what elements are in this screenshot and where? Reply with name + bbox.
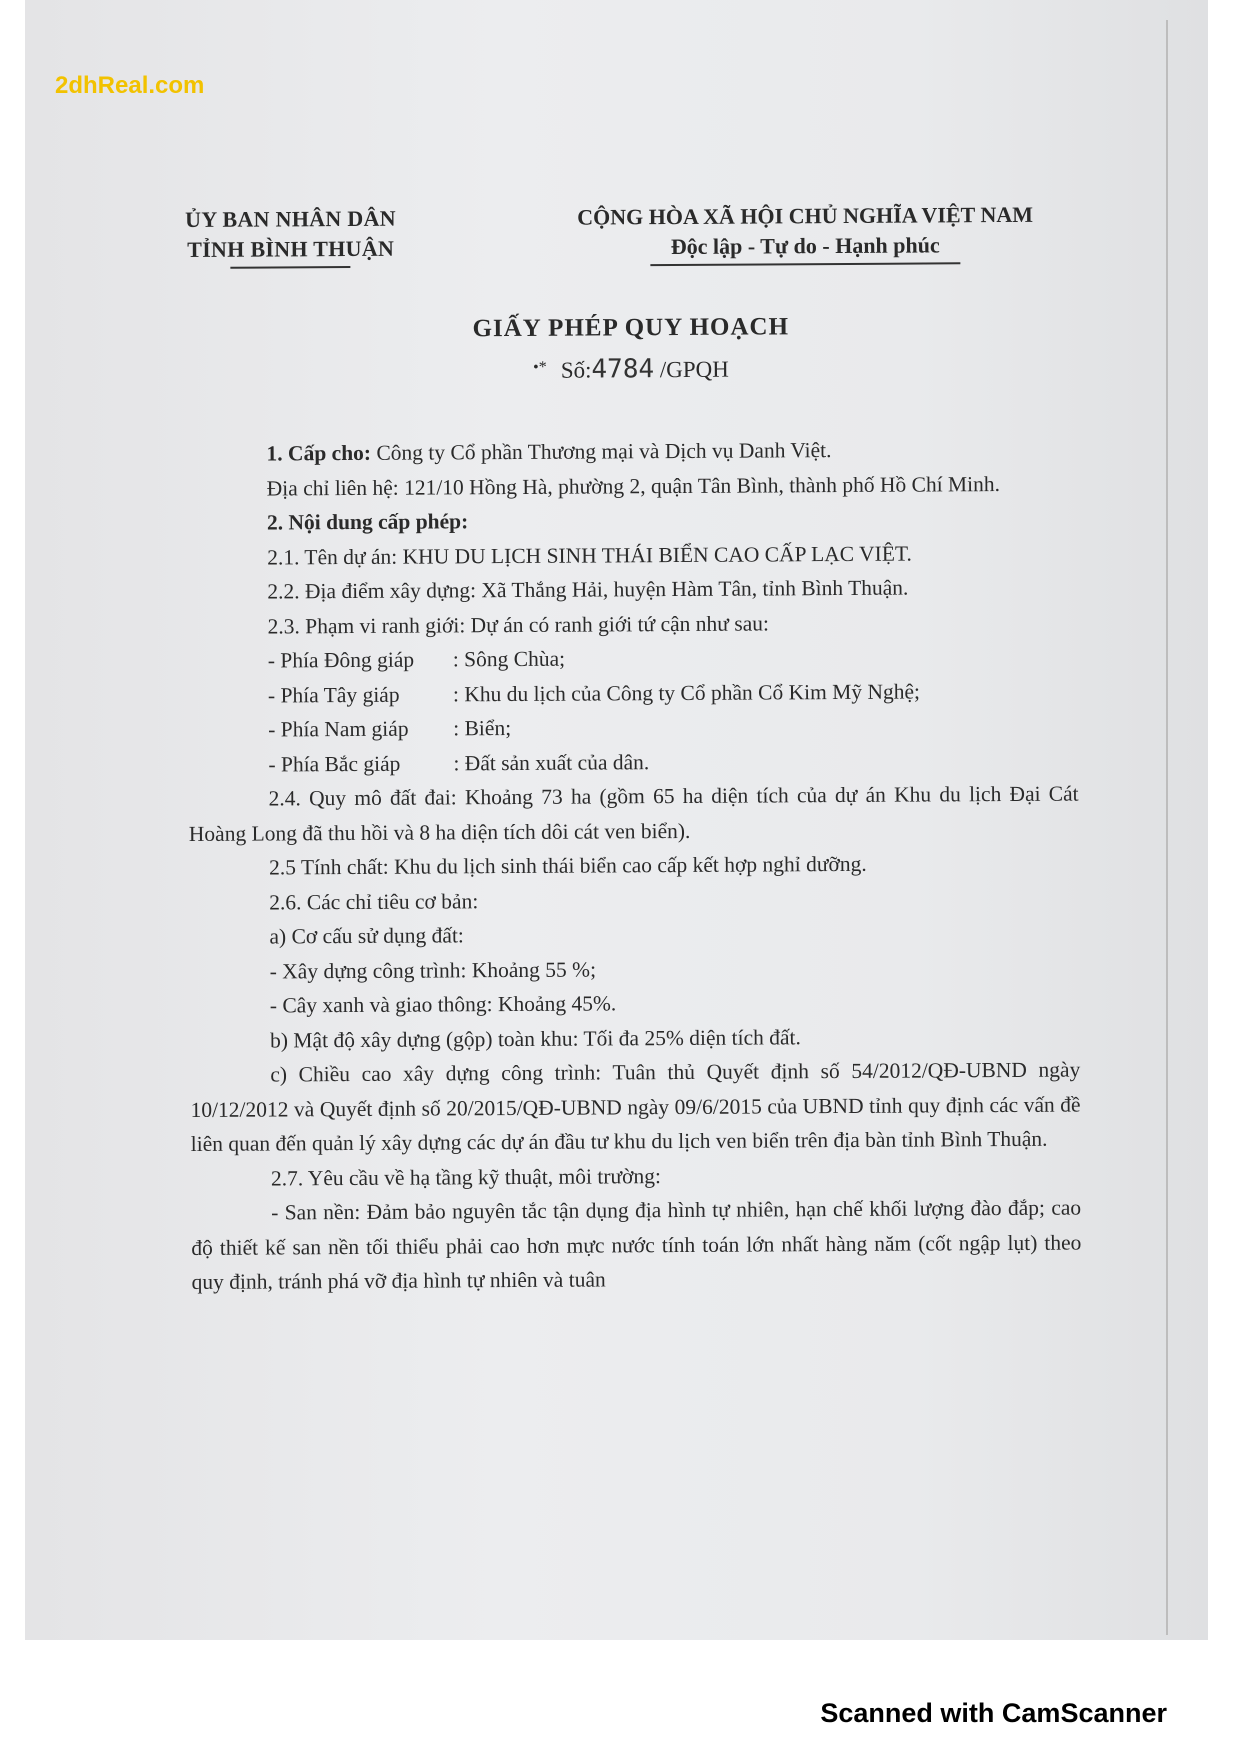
country-name: CỘNG HÒA XÃ HỘI CHỦ NGHĨA VIỆT NAM bbox=[577, 201, 1034, 230]
section-2-6-a-1: - Xây dựng công trình: Khoảng 55 %; bbox=[269, 957, 597, 983]
section-1-label: 1. Cấp cho: bbox=[266, 440, 372, 466]
border-side: - Phía Tây giáp bbox=[267, 682, 400, 708]
section-2-6-c: c) Chiều cao xây dựng công trình: Tuân thủ Quyết định số 54/2012/QĐ-UBND ngày 10/12/2012 và Quyết định số 20/2015/QĐ-UBND ngày 09/6/2015 của UBND tỉnh quy định các vấn đề liên quan đến quản lý xây dựng các dự án đầu tư khu du lịch ven biển trên địa bàn tỉnh Bình Thuận. bbox=[190, 1057, 1081, 1156]
authority-line-2: TỈNH BÌNH THUẬN bbox=[187, 235, 395, 262]
issuing-authority bbox=[185, 204, 396, 269]
border-value: : Biển; bbox=[453, 716, 512, 741]
border-value: : Khu du lịch của Công ty Cổ phần Cổ Kim Mỹ Nghệ; bbox=[452, 679, 921, 706]
section-1 bbox=[186, 432, 1076, 472]
document-number bbox=[186, 352, 1076, 387]
border-south bbox=[188, 708, 1078, 748]
document-body bbox=[186, 432, 1081, 1300]
contact-address: Địa chỉ liên hệ: 121/10 Hồng Hà, phường 2, quận Tân Bình, thành phố Hồ Chí Minh. bbox=[266, 471, 1001, 501]
section-2-6-a: a) Cơ cấu sử dụng đất: bbox=[269, 923, 464, 949]
handwritten-mark: •* bbox=[533, 358, 547, 376]
border-east bbox=[188, 639, 1078, 679]
section-2-5: 2.5 Tính chất: Khu du lịch sinh thái biển cao cấp kết hợp nghỉ dưỡng. bbox=[268, 851, 867, 880]
camscanner-footer: Scanned with CamScanner bbox=[820, 1698, 1167, 1728]
border-side: - Phía Nam giáp bbox=[268, 716, 409, 742]
document-title: GIẤY PHÉP QUY HOẠCH bbox=[472, 313, 790, 343]
section-2-6: 2.6. Các chỉ tiêu cơ bản: bbox=[269, 888, 479, 914]
watermark-text: 2dhReal.com bbox=[55, 72, 205, 99]
authority-line-1: ỦY BAN NHÂN DÂN bbox=[185, 205, 397, 232]
number-suffix: /GPQH bbox=[659, 356, 729, 383]
border-north bbox=[188, 742, 1078, 782]
paper-edge-line bbox=[1166, 20, 1168, 1635]
section-2-2: 2.2. Địa điểm xây dựng: Xã Thắng Hải, huyện Hàm Tân, tỉnh Bình Thuận. bbox=[267, 575, 909, 604]
section-2-heading bbox=[187, 501, 1077, 541]
border-side: - Phía Đông giáp bbox=[267, 647, 415, 673]
border-value: : Sông Chùa; bbox=[452, 646, 566, 672]
national-motto bbox=[540, 200, 1070, 267]
section-2-6-b: b) Mật độ xây dựng (gộp) toàn khu: Tối đa 25% diện tích đất. bbox=[270, 1024, 801, 1052]
section-2-6-a-2: - Cây xanh và giao thông: Khoảng 45%. bbox=[269, 991, 617, 1018]
number-value: 4784 bbox=[591, 354, 655, 385]
section-2-4: 2.4. Quy mô đất đai: Khoảng 73 ha (gồm 65 ha diện tích của dự án Khu du lịch Đại Cát Hoàng Long đã thu hồi và 8 ha diện tích dôi cát ven biển). bbox=[188, 781, 1079, 846]
section-2-label: 2. Nội dung cấp phép: bbox=[266, 509, 469, 535]
border-side: - Phía Bắc giáp bbox=[268, 751, 401, 777]
section-2-1: 2.1. Tên dự án: KHU DU LỊCH SINH THÁI BIỂN CAO CẤP LẠC VIỆT. bbox=[267, 541, 912, 570]
border-west bbox=[188, 673, 1078, 713]
section-1-text: Công ty Cổ phần Thương mại và Dịch vụ Danh Việt. bbox=[370, 438, 832, 465]
section-2-7: 2.7. Yêu cầu về hạ tầng kỹ thuật, môi trường: bbox=[270, 1163, 662, 1190]
section-2-7-a: - San nền: Đảm bảo nguyên tắc tận dụng địa hình tự nhiên, hạn chế khối lượng đào đắp; cao độ thiết kế san nền tối thiểu phải cao hơn mực nước tính toán lớn nhất hàng năm (cốt ngập lụt) theo quy định, tránh phá vỡ địa hình tự nhiên và tuân bbox=[191, 1195, 1082, 1294]
motto-line: Độc lập - Tự do - Hạnh phúc bbox=[670, 232, 940, 260]
section-2-3: 2.3. Phạm vi ranh giới: Dự án có ranh giới tứ cận như sau: bbox=[267, 610, 769, 639]
number-prefix: Số: bbox=[560, 357, 592, 383]
border-value: : Đất sản xuất của dân. bbox=[453, 749, 650, 775]
